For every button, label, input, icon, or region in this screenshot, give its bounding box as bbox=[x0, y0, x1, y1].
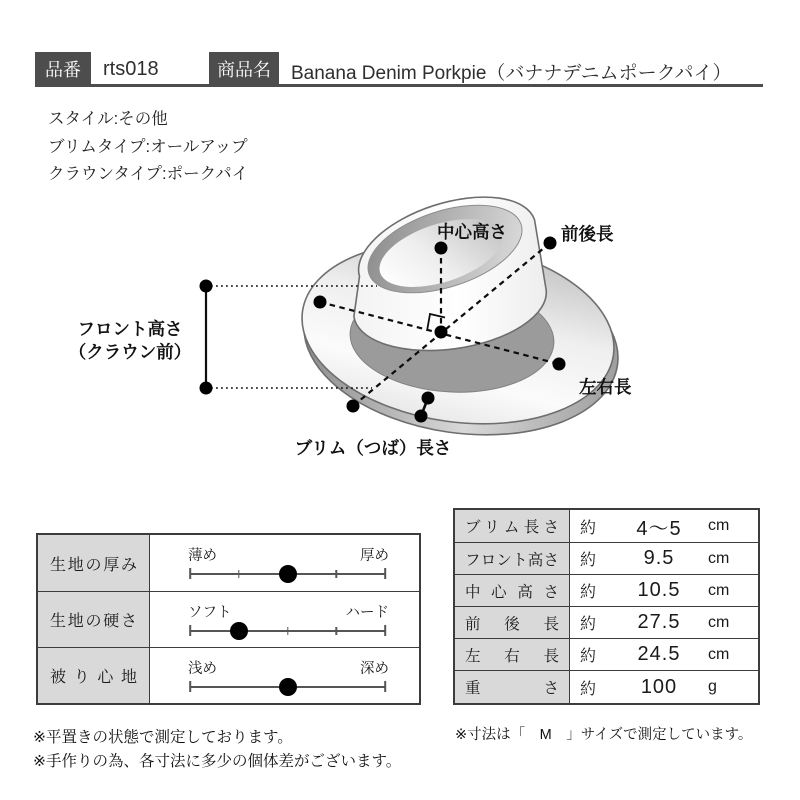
size-spec-table bbox=[453, 508, 760, 705]
table-row bbox=[38, 647, 419, 703]
table-row bbox=[455, 542, 758, 574]
slider-dot bbox=[279, 678, 297, 696]
stiffness-slider bbox=[150, 592, 419, 647]
size-unit: cm bbox=[708, 549, 730, 567]
row-label-fit: 被り心地 bbox=[38, 648, 150, 703]
size-unit: cm bbox=[708, 517, 730, 535]
size-unit: cm bbox=[708, 645, 730, 663]
approx-label: 約 bbox=[580, 584, 597, 602]
label-front-back-length: 前後長 bbox=[561, 224, 614, 244]
label-front-height-2: （クラウン前） bbox=[68, 342, 192, 362]
size-unit: cm bbox=[708, 581, 730, 599]
size-label-front-back: 前後長 bbox=[455, 607, 570, 638]
size-value: 24.5 bbox=[637, 643, 681, 666]
item-number-value: rts018 bbox=[103, 58, 159, 80]
size-value: 4〜5 bbox=[636, 517, 682, 540]
size-label-center-height: 中心高さ bbox=[455, 575, 570, 606]
table-row bbox=[455, 670, 758, 702]
label-brim-length: ブリム（つば）長さ bbox=[294, 438, 452, 458]
size-value: 27.5 bbox=[637, 611, 681, 634]
table-row bbox=[38, 535, 419, 591]
size-value: 10.5 bbox=[637, 579, 681, 602]
approx-label: 約 bbox=[580, 680, 597, 698]
row-label-stiffness: 生地の硬さ bbox=[38, 592, 150, 647]
measurement-notes bbox=[33, 726, 401, 774]
slider-min-label: 薄め bbox=[188, 548, 217, 564]
slider-max-label: 深め bbox=[360, 661, 389, 677]
note-handmade: ※手作りの為、各寸法に多少の個体差がございます。 bbox=[33, 753, 402, 770]
label-center-height: 中心高さ bbox=[437, 222, 507, 242]
label-front-height-1: フロント高さ bbox=[77, 319, 183, 339]
spec-crown-type: クラウンタイプ:ポークパイ bbox=[48, 165, 249, 183]
size-label-front-height: フロント高さ bbox=[455, 543, 570, 574]
slider-min-label: 浅め bbox=[188, 661, 217, 677]
approx-label: 約 bbox=[580, 648, 597, 666]
approx-label: 約 bbox=[580, 616, 597, 634]
table-row bbox=[455, 606, 758, 638]
slider-track bbox=[190, 573, 385, 575]
size-unit: g bbox=[708, 678, 717, 696]
product-name-tag-label: 商品名 bbox=[217, 60, 271, 80]
table-row bbox=[455, 574, 758, 606]
spec-brim-type: ブリムタイプ:オールアップ bbox=[48, 137, 248, 156]
slider-min-label: ソフト bbox=[188, 605, 232, 621]
table-row bbox=[455, 638, 758, 670]
thickness-slider bbox=[150, 535, 419, 591]
row-label-thickness: 生地の厚み bbox=[38, 535, 150, 591]
table-row bbox=[455, 510, 758, 542]
note-flat-measure: ※平置きの状態で測定しております。 bbox=[33, 729, 293, 746]
size-label-left-right: 左右長 bbox=[455, 639, 570, 670]
slider-track bbox=[190, 686, 385, 688]
slider-track bbox=[190, 630, 385, 632]
item-number-tag-label: 品番 bbox=[45, 60, 81, 80]
product-name-value: Banana Denim Porkpie（バナナデニムポークパイ） bbox=[291, 63, 732, 84]
approx-label: 約 bbox=[580, 519, 597, 537]
fabric-feel-table bbox=[36, 533, 421, 705]
note-size-m: ※寸法は「 M 」サイズで測定しています。 bbox=[455, 727, 753, 743]
slider-dot bbox=[230, 622, 248, 640]
slider-dot bbox=[279, 565, 297, 583]
size-value: 100 bbox=[640, 675, 678, 698]
spec-style: スタイル:その他 bbox=[48, 110, 168, 128]
size-label-weight: 重さ bbox=[455, 671, 570, 702]
approx-label: 約 bbox=[580, 552, 597, 570]
label-left-right-length: 左右長 bbox=[579, 377, 632, 397]
size-unit: cm bbox=[708, 613, 730, 631]
size-label-brim: ブリム長さ bbox=[455, 510, 570, 542]
fit-slider bbox=[150, 648, 419, 703]
size-value: 9.5 bbox=[643, 547, 675, 570]
table-row bbox=[38, 591, 419, 647]
slider-max-label: ハード bbox=[345, 605, 389, 621]
slider-max-label: 厚め bbox=[360, 548, 389, 564]
